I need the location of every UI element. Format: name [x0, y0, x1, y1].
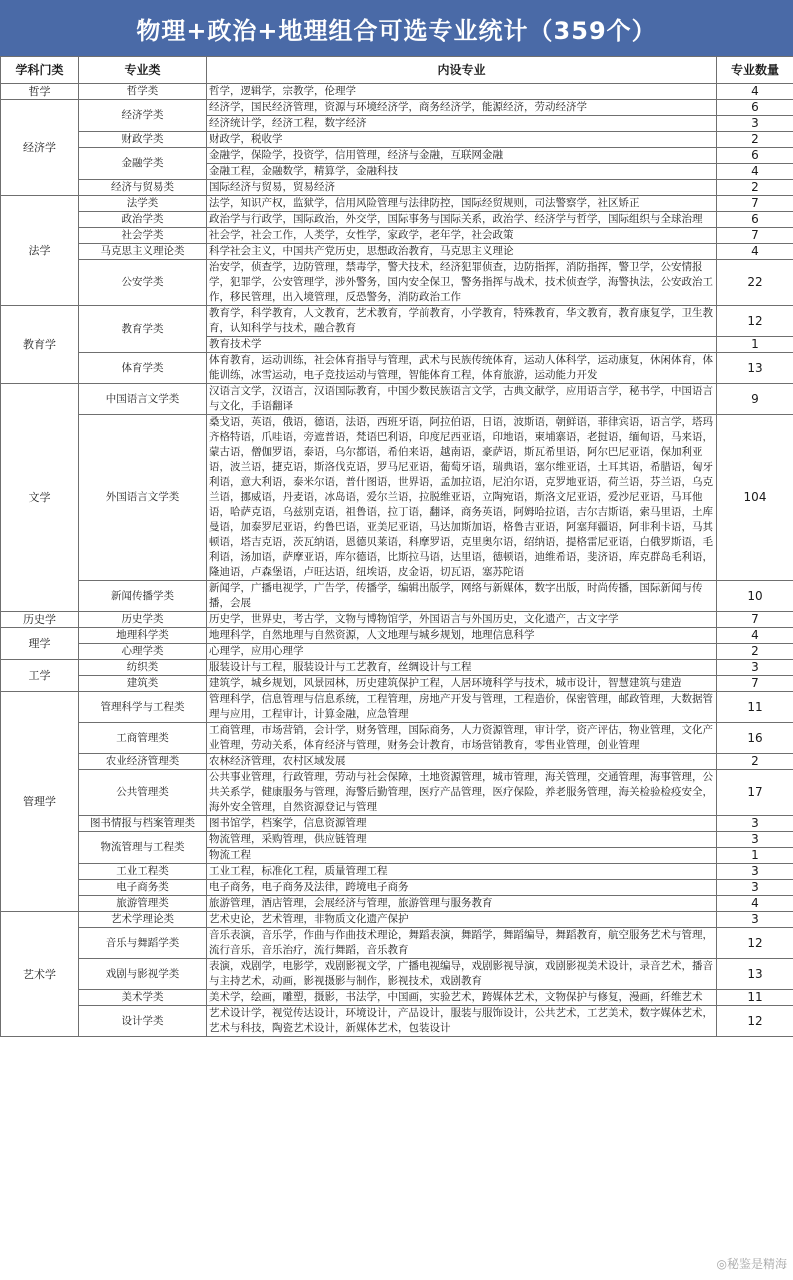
majors-cell: 公共事业管理，行政管理，劳动与社会保障，土地资源管理，城市管理，海关管理，交通管理，海事管理，公共关系学，健康服务与管理，海警后勤管理，医疗产品管理，医疗保险，养老服务管理，海关检验检疫安全，海外安全管理，自然资源登记与管理 — [207, 770, 717, 816]
page-title: 物理+政治+地理组合可选专业统计（359个） — [0, 0, 793, 56]
majors-cell: 金融学，保险学，投资学，信用管理，经济与金融，互联网金融 — [207, 148, 717, 164]
majors-cell: 电子商务，电子商务及法律，跨境电子商务 — [207, 880, 717, 896]
count-cell: 4 — [717, 896, 793, 912]
count-cell: 6 — [717, 100, 793, 116]
class-cell: 农业经济管理类 — [79, 754, 207, 770]
class-cell: 电子商务类 — [79, 880, 207, 896]
class-cell: 美术学类 — [79, 990, 207, 1006]
table-row — [1, 770, 793, 816]
count-cell: 1 — [717, 848, 793, 864]
majors-cell: 表演，戏剧学，电影学，戏剧影视文学，广播电视编导，戏剧影视导演，戏剧影视美术设计，录音艺术，播音与主持艺术，动画，影视摄影与制作，影视技术，戏剧教育 — [207, 959, 717, 990]
majors-table — [0, 56, 793, 1037]
table-row — [1, 660, 793, 676]
class-cell: 管理科学与工程类 — [79, 692, 207, 723]
majors-cell: 教育学，科学教育，人文教育，艺术教育，学前教育，小学教育，特殊教育，华文教育，教育康复学，卫生教育，认知科学与技术，融合教育 — [207, 306, 717, 337]
majors-cell: 经济统计学，经济工程，数字经济 — [207, 116, 717, 132]
header-majors: 内设专业 — [207, 57, 717, 84]
majors-cell: 体育教育，运动训练，社会体育指导与管理，武术与民族传统体育，运动人体科学，运动康复，休闲体育，体能训练，冰雪运动，电子竞技运动与管理，智能体育工程，体育旅游，运动能力开发 — [207, 353, 717, 384]
count-cell: 7 — [717, 676, 793, 692]
majors-cell: 汉语言文学，汉语言，汉语国际教育，中国少数民族语言文学，古典文献学，应用语言学，秘书学，中国语言与文化，手语翻译 — [207, 384, 717, 415]
majors-cell: 农林经济管理，农村区域发展 — [207, 754, 717, 770]
table-row — [1, 228, 793, 244]
table-row — [1, 692, 793, 723]
majors-cell: 治安学，侦查学，边防管理，禁毒学，警犬技术，经济犯罪侦查，边防指挥，消防指挥，警卫学，公安情报学，犯罪学，公安管理学，涉外警务，国内安全保卫，警务指挥与战术，技术侦查学，海警执法，公安政治工作，移民管理，出入境管理，反恐警务，消防政治工作 — [207, 260, 717, 306]
table-row — [1, 1006, 793, 1037]
class-cell: 公共管理类 — [79, 770, 207, 816]
class-cell: 工业工程类 — [79, 864, 207, 880]
table-row — [1, 644, 793, 660]
watermark: ◎秘鉴是精海 — [716, 1257, 787, 1271]
table-row — [1, 896, 793, 912]
majors-cell: 哲学，逻辑学，宗教学，伦理学 — [207, 84, 717, 100]
table-row — [1, 912, 793, 928]
count-cell: 4 — [717, 164, 793, 180]
majors-cell: 服装设计与工程，服装设计与工艺教育，丝绸设计与工程 — [207, 660, 717, 676]
majors-cell: 美术学，绘画，雕塑，摄影，书法学，中国画，实验艺术，跨媒体艺术，文物保护与修复，漫画，纤维艺术 — [207, 990, 717, 1006]
count-cell: 2 — [717, 754, 793, 770]
table-row — [1, 260, 793, 306]
discipline-cell: 文学 — [1, 384, 79, 612]
header-discipline: 学科门类 — [1, 57, 79, 84]
header-row — [1, 57, 793, 84]
table-row — [1, 353, 793, 384]
table-row — [1, 384, 793, 415]
table-row — [1, 100, 793, 116]
count-cell: 12 — [717, 306, 793, 337]
table-row — [1, 723, 793, 754]
majors-cell: 图书馆学，档案学，信息资源管理 — [207, 816, 717, 832]
class-cell: 旅游管理类 — [79, 896, 207, 912]
class-cell: 金融学类 — [79, 148, 207, 180]
count-cell: 7 — [717, 196, 793, 212]
majors-cell: 工商管理，市场营销，会计学，财务管理，国际商务，人力资源管理，审计学，资产评估，物业管理，文化产业管理，劳动关系，体育经济与管理，财务会计教育，市场营销教育，零售业管理，创业管理 — [207, 723, 717, 754]
majors-cell: 国际经济与贸易，贸易经济 — [207, 180, 717, 196]
majors-cell: 历史学，世界史，考古学，文物与博物馆学，外国语言与外国历史，文化遗产，古文字学 — [207, 612, 717, 628]
majors-cell: 社会学，社会工作，人类学，女性学，家政学，老年学，社会政策 — [207, 228, 717, 244]
class-cell: 音乐与舞蹈学类 — [79, 928, 207, 959]
class-cell: 设计学类 — [79, 1006, 207, 1037]
majors-cell: 政治学与行政学，国际政治，外交学，国际事务与国际关系，政治学、经济学与哲学，国际组织与全球治理 — [207, 212, 717, 228]
table-row — [1, 816, 793, 832]
class-cell: 教育学类 — [79, 306, 207, 353]
class-cell: 新闻传播学类 — [79, 581, 207, 612]
majors-cell: 经济学，国民经济管理，资源与环境经济学，商务经济学，能源经济，劳动经济学 — [207, 100, 717, 116]
table-row — [1, 244, 793, 260]
count-cell: 104 — [717, 415, 793, 581]
count-cell: 2 — [717, 180, 793, 196]
majors-cell: 音乐表演，音乐学，作曲与作曲技术理论，舞蹈表演，舞蹈学，舞蹈编导，舞蹈教育，航空服务艺术与管理，流行音乐，音乐治疗，流行舞蹈，音乐教育 — [207, 928, 717, 959]
count-cell: 17 — [717, 770, 793, 816]
count-cell: 7 — [717, 228, 793, 244]
majors-cell: 心理学，应用心理学 — [207, 644, 717, 660]
majors-cell: 工业工程，标准化工程，质量管理工程 — [207, 864, 717, 880]
discipline-cell: 艺术学 — [1, 912, 79, 1037]
count-cell: 9 — [717, 384, 793, 415]
class-cell: 政治学类 — [79, 212, 207, 228]
table-row — [1, 959, 793, 990]
discipline-cell: 理学 — [1, 628, 79, 660]
discipline-cell: 法学 — [1, 196, 79, 306]
table-row — [1, 612, 793, 628]
majors-cell: 新闻学，广播电视学，广告学，传播学，编辑出版学，网络与新媒体，数字出版，时尚传播，国际新闻与传播，会展 — [207, 581, 717, 612]
count-cell: 2 — [717, 132, 793, 148]
class-cell: 财政学类 — [79, 132, 207, 148]
discipline-cell: 经济学 — [1, 100, 79, 196]
class-cell: 体育学类 — [79, 353, 207, 384]
class-cell: 公安学类 — [79, 260, 207, 306]
discipline-cell: 历史学 — [1, 612, 79, 628]
table-row — [1, 306, 793, 337]
table-row — [1, 581, 793, 612]
table-row — [1, 196, 793, 212]
class-cell: 马克思主义理论类 — [79, 244, 207, 260]
count-cell: 3 — [717, 816, 793, 832]
table-row — [1, 754, 793, 770]
count-cell: 3 — [717, 880, 793, 896]
majors-cell: 艺术设计学，视觉传达设计，环境设计，产品设计，服装与服饰设计，公共艺术，工艺美术，数字媒体艺术，艺术与科技，陶瓷艺术设计，新媒体艺术，包装设计 — [207, 1006, 717, 1037]
majors-cell: 科学社会主义，中国共产党历史，思想政治教育，马克思主义理论 — [207, 244, 717, 260]
class-cell: 图书情报与档案管理类 — [79, 816, 207, 832]
table-row — [1, 928, 793, 959]
class-cell: 工商管理类 — [79, 723, 207, 754]
class-cell: 外国语言文学类 — [79, 415, 207, 581]
count-cell: 2 — [717, 644, 793, 660]
table-row — [1, 628, 793, 644]
class-cell: 经济学类 — [79, 100, 207, 132]
count-cell: 11 — [717, 692, 793, 723]
count-cell: 4 — [717, 628, 793, 644]
class-cell: 历史学类 — [79, 612, 207, 628]
table-row — [1, 415, 793, 581]
discipline-cell: 哲学 — [1, 84, 79, 100]
count-cell: 16 — [717, 723, 793, 754]
class-cell: 建筑类 — [79, 676, 207, 692]
count-cell: 22 — [717, 260, 793, 306]
class-cell: 中国语言文学类 — [79, 384, 207, 415]
count-cell: 3 — [717, 660, 793, 676]
table-row — [1, 832, 793, 848]
class-cell: 社会学类 — [79, 228, 207, 244]
count-cell: 3 — [717, 832, 793, 848]
majors-cell: 管理科学，信息管理与信息系统，工程管理，房地产开发与管理，工程造价，保密管理，邮政管理，大数据管理与应用，工程审计，计算金融，应急管理 — [207, 692, 717, 723]
count-cell: 6 — [717, 148, 793, 164]
table-body — [1, 84, 793, 1037]
count-cell: 3 — [717, 864, 793, 880]
table-row — [1, 676, 793, 692]
count-cell: 12 — [717, 928, 793, 959]
count-cell: 11 — [717, 990, 793, 1006]
class-cell: 纺织类 — [79, 660, 207, 676]
table-row — [1, 212, 793, 228]
table-row — [1, 132, 793, 148]
count-cell: 4 — [717, 244, 793, 260]
discipline-cell: 管理学 — [1, 692, 79, 912]
class-cell: 戏剧与影视学类 — [79, 959, 207, 990]
header-count: 专业数量 — [717, 57, 793, 84]
class-cell: 哲学类 — [79, 84, 207, 100]
class-cell: 经济与贸易类 — [79, 180, 207, 196]
table-row — [1, 148, 793, 164]
majors-cell: 旅游管理，酒店管理，会展经济与管理，旅游管理与服务教育 — [207, 896, 717, 912]
count-cell: 12 — [717, 1006, 793, 1037]
majors-cell: 地理科学，自然地理与自然资源，人文地理与城乡规划，地理信息科学 — [207, 628, 717, 644]
discipline-cell: 工学 — [1, 660, 79, 692]
class-cell: 法学类 — [79, 196, 207, 212]
class-cell: 心理学类 — [79, 644, 207, 660]
header-class: 专业类 — [79, 57, 207, 84]
count-cell: 4 — [717, 84, 793, 100]
count-cell: 1 — [717, 337, 793, 353]
class-cell: 地理科学类 — [79, 628, 207, 644]
majors-cell: 金融工程，金融数学，精算学，金融科技 — [207, 164, 717, 180]
majors-cell: 教育技术学 — [207, 337, 717, 353]
majors-cell: 法学，知识产权，监狱学，信用风险管理与法律防控，国际经贸规则，司法警察学，社区矫正 — [207, 196, 717, 212]
table-row — [1, 84, 793, 100]
count-cell: 13 — [717, 959, 793, 990]
class-cell: 物流管理与工程类 — [79, 832, 207, 864]
count-cell: 13 — [717, 353, 793, 384]
table-row — [1, 880, 793, 896]
table-row — [1, 180, 793, 196]
count-cell: 7 — [717, 612, 793, 628]
count-cell: 10 — [717, 581, 793, 612]
count-cell: 6 — [717, 212, 793, 228]
discipline-cell: 教育学 — [1, 306, 79, 384]
table-row — [1, 990, 793, 1006]
majors-cell: 物流工程 — [207, 848, 717, 864]
table-row — [1, 864, 793, 880]
class-cell: 艺术学理论类 — [79, 912, 207, 928]
majors-cell: 建筑学，城乡规划，风景园林，历史建筑保护工程，人居环境科学与技术，城市设计，智慧建筑与建造 — [207, 676, 717, 692]
count-cell: 3 — [717, 912, 793, 928]
count-cell: 3 — [717, 116, 793, 132]
majors-cell: 桑戈语，英语，俄语，德语，法语，西班牙语，阿拉伯语，日语，波斯语，朝鲜语，菲律宾语，语言学，塔玛齐格特语，爪哇语，旁遮普语，梵语巴利语，印度尼西亚语，印地语，柬埔寨语，老挝语，缅甸语，马来语，蒙古语，僧伽罗语，泰语，乌尔都语，希伯来语，越南语，豪萨语，斯瓦希里语，阿尔巴尼亚语，保加利亚语，波兰语，捷克语，斯洛伐克语，罗马尼亚语，葡萄牙语，瑞典语，塞尔维亚语，土耳其语，希腊语，匈牙利语，意大利语，泰米尔语，普什图语，世界语，孟加拉语，尼泊尔语，克罗地亚语，荷兰语，芬兰语，乌克兰语，挪威语，丹麦语，冰岛语，爱尔兰语，拉脱维亚语，立陶宛语，斯洛文尼亚语，爱沙尼亚语，马耳他语，哈萨克语，乌兹别克语，祖鲁语，拉丁语，翻译，商务英语，阿姆哈拉语，吉尔吉斯语，索马里语，土库曼语，加泰罗尼亚语，约鲁巴语，亚美尼亚语，马达加斯加语，格鲁吉亚语，阿塞拜疆语，阿非利卡语，马其顿语，塔吉克语，茨瓦纳语，恩德贝莱语，科摩罗语，克里奥尔语，绍纳语，提格雷尼亚语，白俄罗斯语，毛利语，汤加语，萨摩亚语，库尔德语，比斯拉马语，达里语，德顿语，迪维希语，斐济语，库克群岛毛利语，隆迪语，卢森堡语，卢旺达语，纽埃语，皮金语，切瓦语，塞苏陀语 — [207, 415, 717, 581]
majors-cell: 艺术史论，艺术管理，非物质文化遗产保护 — [207, 912, 717, 928]
majors-cell: 财政学，税收学 — [207, 132, 717, 148]
majors-cell: 物流管理，采购管理，供应链管理 — [207, 832, 717, 848]
